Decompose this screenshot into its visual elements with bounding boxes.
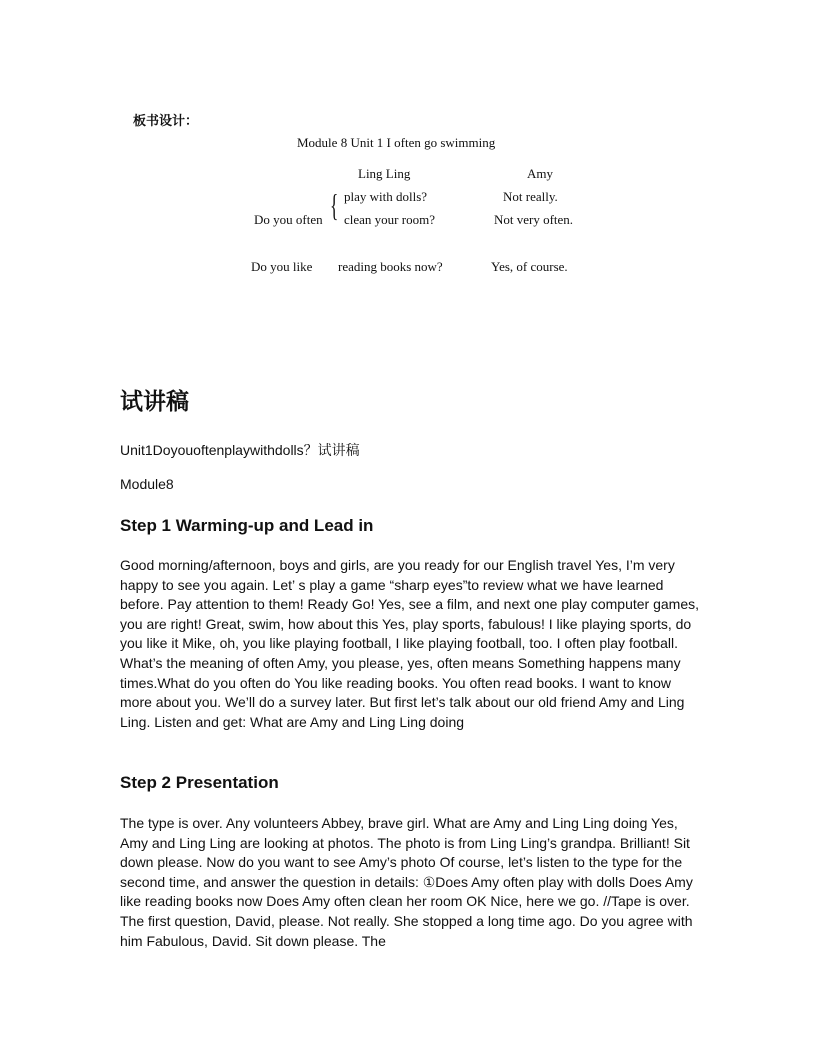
board-row2-question: clean your room?: [344, 212, 435, 227]
board-column-lingling: Ling Ling: [358, 166, 411, 181]
curly-brace-icon: {: [330, 187, 339, 223]
step1-title: Step 1 Warming-up and Lead in: [120, 516, 374, 535]
board-design-label: 板书设计：: [133, 113, 199, 128]
board-row1-answer: Not really.: [503, 189, 558, 204]
board-row2-answer: Not very often.: [494, 212, 574, 227]
step1-paragraph: Good morning/afternoon, boys and girls, are you ready for our English travel Yes, I’m very happy to see you again. Let’ s play a game “sharp eyes”to review what we have learned before. Pay attention to them! Ready Go! Yes, see a film, and next one play computer games, you are right! Great, swim, how about this Yes, play sports, fabulous! I like playing sports, do you like it Mike, oh, you like playing football, I like playing football, too. I often play football. What’s the meaning of often Amy, you please, yes, often means Something happens many times.What do you often do You like reading books. You often read books. I want to know more about you. We’ll do a survey later. But first let’s talk about our old friend Amy and Ling Ling. Listen and get: What are Amy and Ling Ling doing: [120, 557, 700, 730]
step2-paragraph: The type is over. Any volunteers Abbey, brave girl. What are Amy and Ling Ling doing Yes, Amy and Ling Ling are looking at photos. The photo is from Ling Ling’s grandpa. Brilliant! Sit down please. Now do you want to see Amy’s photo Of course, let’s listen to the type for the second time, and answer the question in details: ①Does Amy often play with dolls Does Amy like reading books now Does Amy often clean her room OK Nice, here we go. //Tape is over. The first question, David, please. Not really. She stopped a long time ago. Do you agree with him Fabulous, David. Sit down please. The: [120, 815, 693, 949]
board-row1-question: play with dolls?: [344, 189, 428, 204]
board-title: Module 8 Unit 1 I often go swimming: [297, 135, 496, 150]
module-label: Module8: [120, 476, 174, 492]
board-column-amy: Amy: [527, 166, 553, 181]
board-row3-prefix: Do you like: [251, 259, 313, 274]
script-subtitle: Unit1Doyouoftenplaywithdolls？试讲稿: [120, 442, 360, 458]
step2-title: Step 2 Presentation: [120, 773, 279, 792]
board-row3-answer: Yes, of course.: [491, 259, 568, 274]
board-row3-question: reading books now?: [338, 259, 443, 274]
script-heading: 试讲稿: [120, 388, 189, 414]
board-row2-prefix: Do you often: [254, 212, 323, 227]
